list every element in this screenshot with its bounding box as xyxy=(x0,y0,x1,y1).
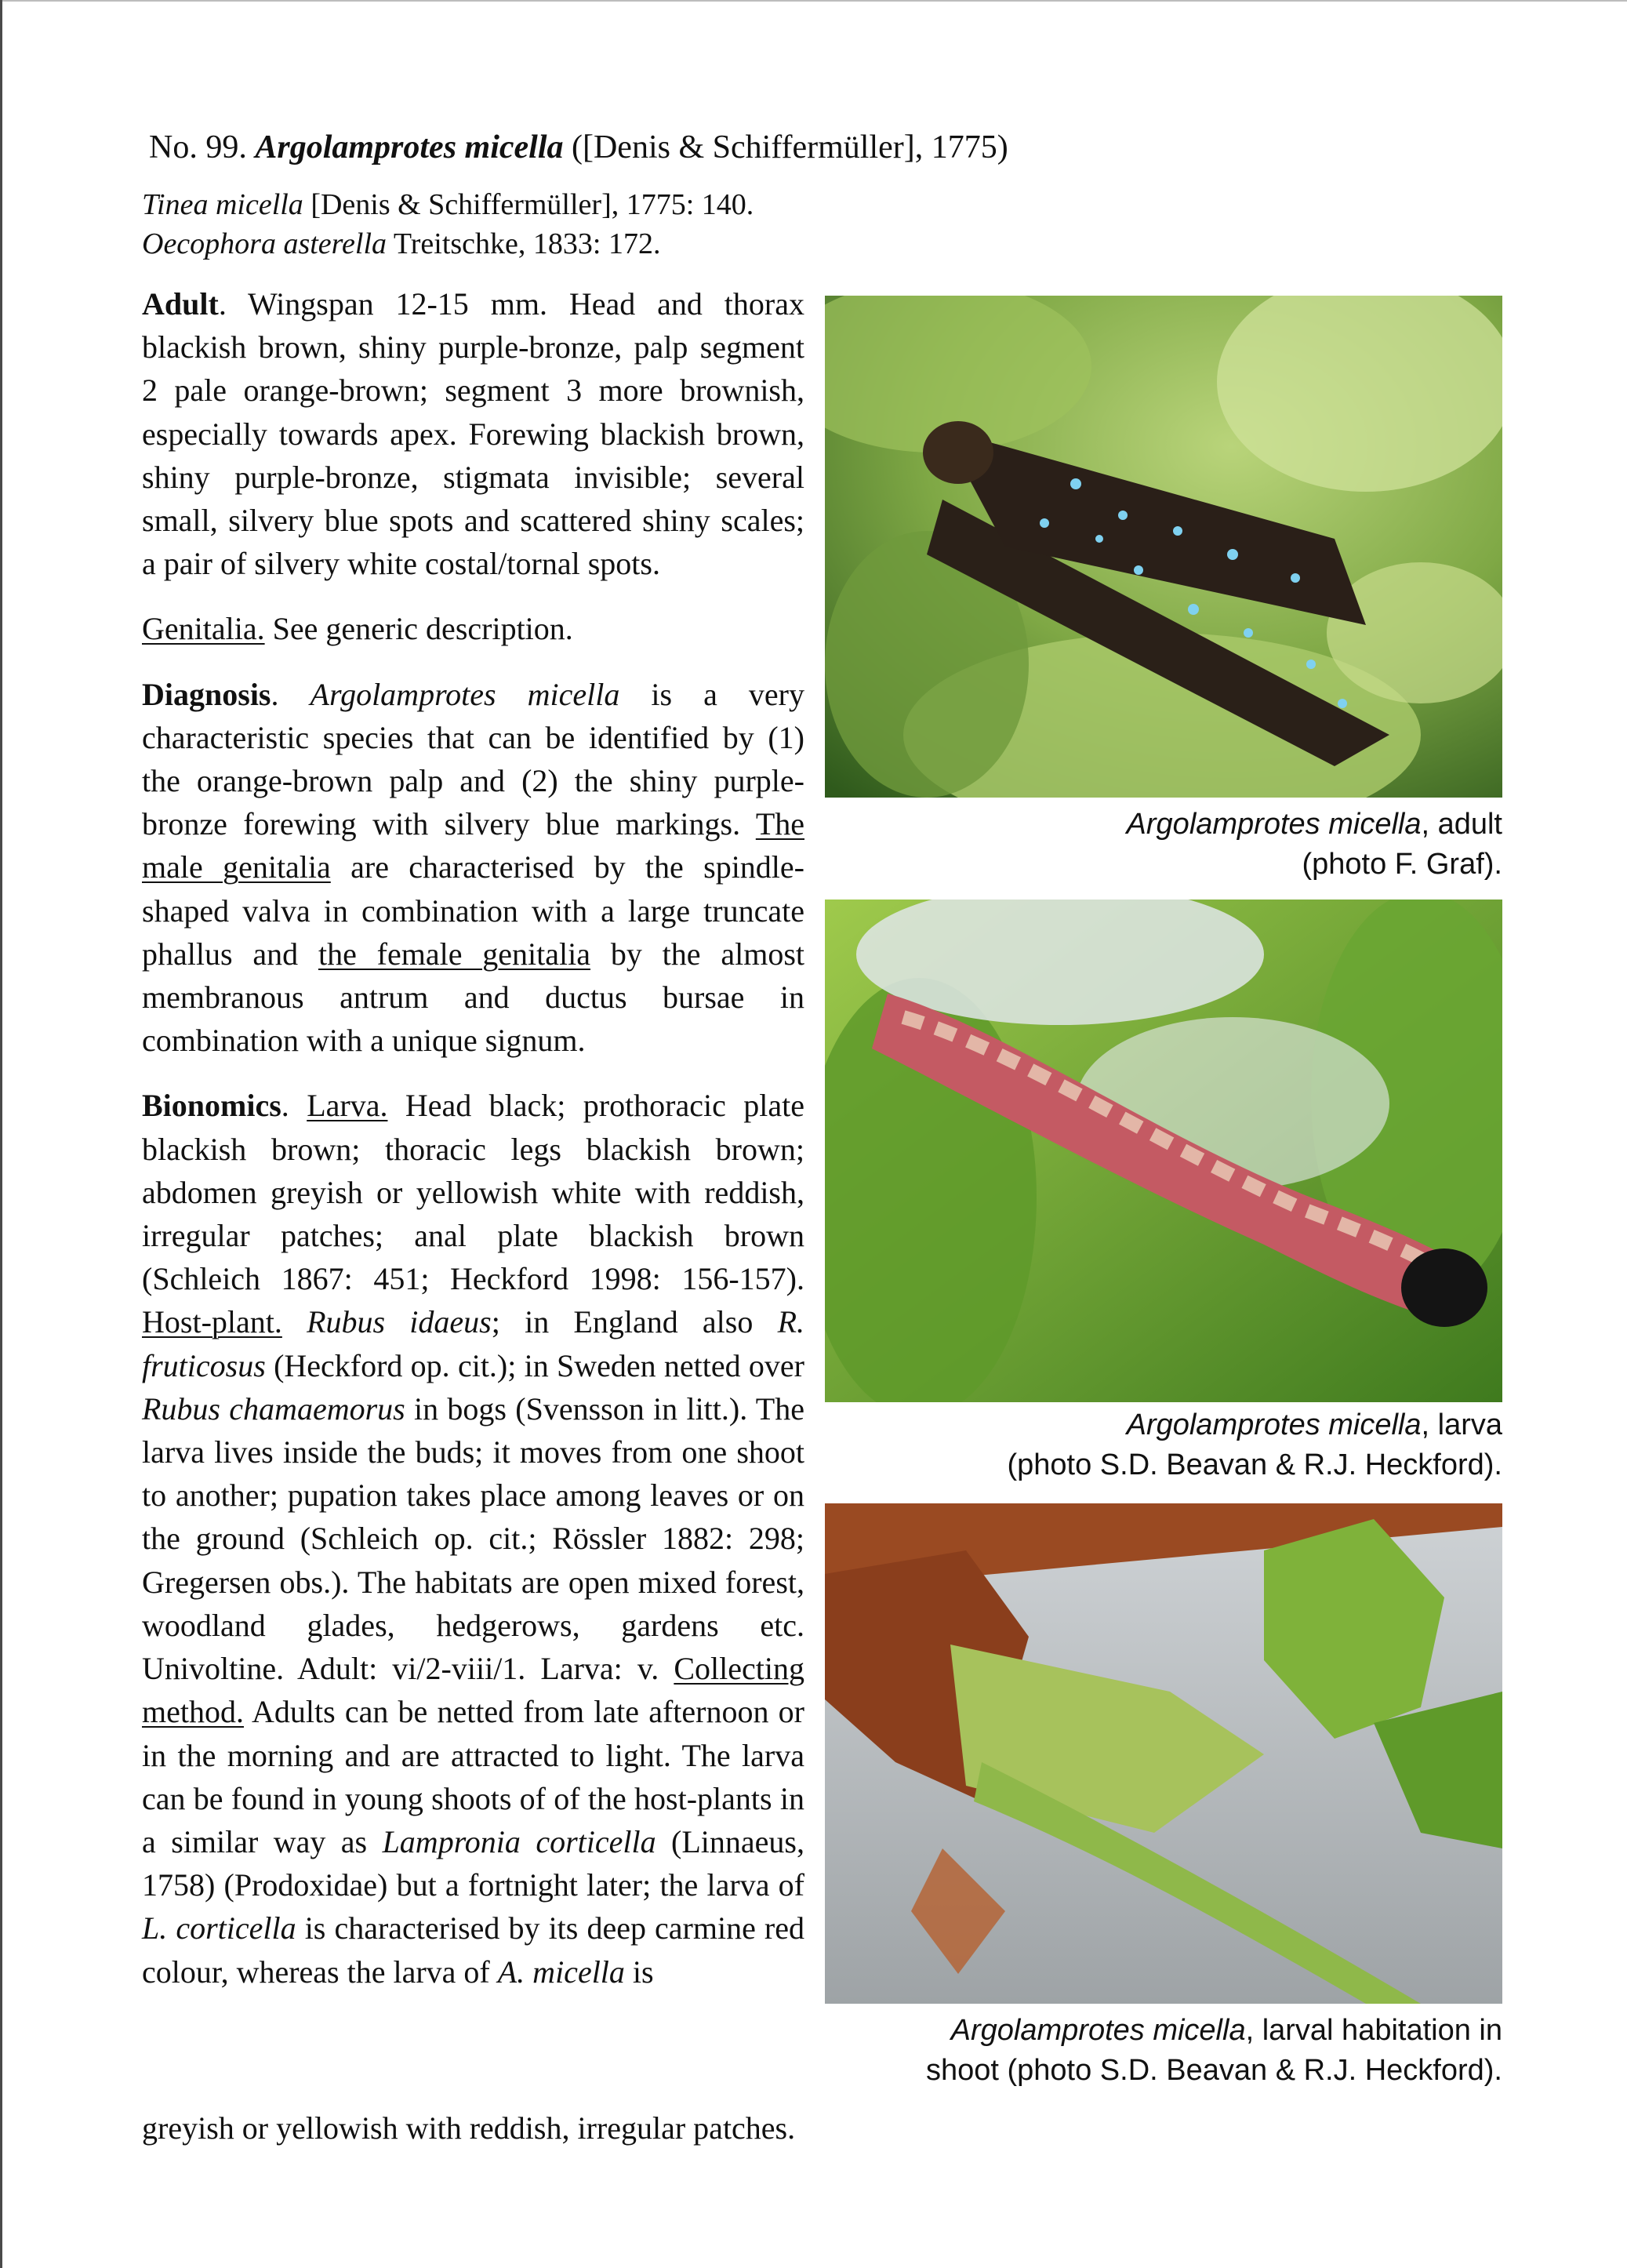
bionomics-text: (Linnaeus, 1758) (Prodoxidae) but a fortnight later; the larva of xyxy=(142,1823,804,1903)
bionomics-paragraph xyxy=(142,1084,804,1993)
species-heading xyxy=(149,125,1008,169)
synonym-line xyxy=(142,224,660,264)
species-reference: Lampronia corticella xyxy=(382,1823,656,1859)
diagnosis-species: Argolamprotes micella xyxy=(310,676,620,712)
species-number: No. 99. xyxy=(149,129,247,165)
caption-text: , adult xyxy=(1421,808,1502,841)
bionomics-text: in bogs (Svensson in litt.). The larva lives inside the buds; it moves from one shoot to another; pupation takes place among leaves or on the ground (Schleich op. cit.; Rössler 1882: 298; Gregersen obs.). The habitats are open mixed forest, woodland glades, hedgerows, gardens etc. Univoltine. Adult: vi/2-viii/1. Larva: v. xyxy=(142,1390,804,1687)
caption-line xyxy=(797,2011,1502,2051)
species-name: Argolamprotes micella xyxy=(255,129,564,165)
diagnosis-label: Diagnosis xyxy=(142,676,271,712)
caption-credit: (photo F. Graf). xyxy=(1302,848,1502,881)
diagnosis-text: by the almost membranous antrum and ductus bursae in combination with a unique signum. xyxy=(142,936,804,1059)
adult-label: Adult xyxy=(142,286,219,322)
genitalia-label: Genitalia. xyxy=(142,611,265,647)
bionomics-text: . xyxy=(281,1088,307,1124)
caption-species: Argolamprotes micella xyxy=(950,2014,1246,2047)
caption-line xyxy=(797,805,1502,845)
host-plant-name: Rubus chamaemorus xyxy=(142,1390,405,1427)
bionomics-text xyxy=(282,1304,307,1339)
diagnosis-text: is a very characteristic species that can be identified by (1) the orange-brown palp and (2) the shiny purple-bronze forewing with silvery blue markings. xyxy=(142,676,804,842)
host-plant-label: Host-plant. xyxy=(142,1304,282,1340)
bionomics-text: (Heckford op. cit.); in Sweden netted over xyxy=(265,1347,804,1383)
page-border-left xyxy=(0,0,2,2268)
host-plant-name: Rubus idaeus xyxy=(307,1304,492,1340)
diagnosis-paragraph xyxy=(142,673,804,1063)
diagnosis-text: . xyxy=(271,676,311,712)
caption-species: Argolamprotes micella xyxy=(1126,808,1422,841)
species-reference: L. corticella xyxy=(142,1910,296,1946)
synonym-citation: Treitschke, 1833: 172. xyxy=(393,227,661,260)
habitation-photo-caption xyxy=(797,2011,1502,2091)
bionomics-text: ; in England also xyxy=(491,1304,778,1340)
male-genitalia-link[interactable]: The male genitalia xyxy=(142,806,804,885)
genitalia-paragraph xyxy=(142,607,804,650)
synonym-name: Tinea micella xyxy=(142,188,303,221)
bionomics-label: Bionomics xyxy=(142,1088,281,1124)
caption-text: , larval habitation in xyxy=(1245,2014,1502,2047)
text-column xyxy=(142,282,804,1994)
species-reference: A. micella xyxy=(497,1954,625,1990)
habitation-photo xyxy=(825,1503,1502,2004)
synonym-citation: [Denis & Schiffermüller], 1775: 140. xyxy=(311,188,754,221)
adult-photo-caption xyxy=(797,805,1502,885)
larva-photo xyxy=(825,900,1502,1402)
page-border-top xyxy=(0,0,1627,2)
bionomics-text: Adults can be netted from late afternoon or in the morning and are attracted to light. The larva can be found in young shoots of of the host-plants in a similar way as xyxy=(142,1694,804,1859)
caption-credit: (photo S.D. Beavan & R.J. Heckford). xyxy=(1007,1448,1502,1481)
larva-label: Larva. xyxy=(307,1088,388,1124)
bionomics-text: is characterised by its deep carmine red colour, whereas the larva of xyxy=(142,1910,804,1990)
diagnosis-text: are characterised by the spindle-shaped valva in combination with a large truncate phallus and xyxy=(142,849,804,972)
adult-text: . Wingspan 12-15 mm. Head and thorax blackish brown, shiny purple-bronze, palp segment 2 pale orange-brown; segment 3 more brownish, especially towards apex. Forewing blackish brown, shiny purple-bronze, stigmata invisible; several small, silvery blue spots and scattered shiny scales; a pair of silvery white costal/tornal spots. xyxy=(142,286,804,582)
bionomics-tail-line: greyish or yellowish with reddish, irregular patches. xyxy=(142,2110,796,2146)
synonym-name: Oecophora asterella xyxy=(142,227,387,260)
bionomics-text: Head black; prothoracic plate blackish brown; thoracic legs blackish brown; abdomen greyish or yellowish white with reddish, irregular patches; anal plate blackish brown (Schleich 1867: 451; Heckford 1998: 156-157). xyxy=(142,1088,804,1297)
caption-credit: shoot (photo S.D. Beavan & R.J. Heckford). xyxy=(925,2054,1502,2087)
caption-line xyxy=(797,1405,1502,1445)
adult-paragraph xyxy=(142,282,804,585)
caption-species: Argolamprotes micella xyxy=(1126,1408,1422,1441)
synonym-line xyxy=(142,185,754,224)
collecting-method-label: Collecting method. xyxy=(142,1651,804,1730)
bionomics-text: is xyxy=(624,1954,654,1990)
female-genitalia-link[interactable]: the female genitalia xyxy=(318,936,590,972)
genitalia-text: See generic description. xyxy=(264,611,573,647)
host-plant-name: R. fruticosus xyxy=(142,1304,805,1383)
species-authority: ([Denis & Schiffermüller], 1775) xyxy=(572,129,1008,165)
caption-text: , larva xyxy=(1421,1408,1502,1441)
larva-photo-caption xyxy=(797,1405,1502,1485)
adult-photo xyxy=(825,296,1502,798)
